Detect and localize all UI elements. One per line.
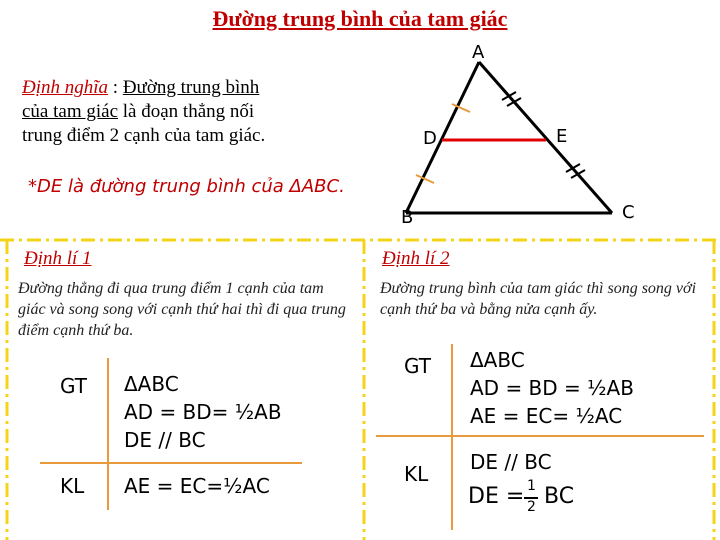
definition-sep: : (108, 77, 123, 98)
example-note: *DE là đường trung bình của ΔABC. (28, 176, 345, 197)
theorem2-text: Đường trung bình của tam giác thì song song với cạnh thứ ba và bằng nửa cạnh ấy. (380, 280, 697, 318)
theorem1-kl-text: AE = EC=½AC (124, 474, 270, 498)
definition-part3: là đoạn thẳng nối (118, 101, 255, 122)
theorem2-gt-line1: ΔABC (470, 348, 525, 372)
vertex-d-label: D (423, 128, 437, 149)
theorem2-gt-line3: AE = EC= ½AC (470, 404, 623, 428)
definition-line3: trung điểm 2 cạnh của tam giác. (22, 125, 266, 146)
theorem2-formula-den: 2 (527, 499, 536, 515)
vertex-c-label: C (622, 202, 635, 223)
theorem2-gt-line2: AD = BD = ½AB (470, 376, 634, 400)
theorem1-gt-line2: AD = BD= ½AB (124, 400, 282, 424)
theorem1-kl-label: KL (60, 474, 85, 498)
definition-label: Định nghĩa (22, 77, 109, 98)
theorem2-gt-label: GT (404, 354, 432, 378)
theorem2-kl-label: KL (404, 462, 429, 486)
theorem2-kl-line1: DE // BC (470, 450, 552, 474)
theorem2-formula-rhs: BC (544, 484, 575, 509)
theorem2-formula-lhs: DE = (468, 484, 525, 509)
page-title: Đường trung bình của tam giác (212, 6, 508, 31)
theorem2-formula-num: 1 (527, 478, 536, 494)
theorem1-gt-line1: ΔABC (124, 372, 179, 396)
theorem1-heading: Định lí 1 (24, 248, 92, 269)
definition-part2: của tam giác (22, 101, 119, 122)
theorem2-heading: Định lí 2 (382, 248, 450, 269)
vertex-b-label: B (401, 207, 414, 228)
vertex-e-label: E (556, 126, 568, 147)
vertex-a-label: A (472, 42, 485, 63)
theorem1-text: Đường thẳng đi qua trung điểm 1 cạnh của tam giác và song song với cạnh thứ hai thì đi qua trung điểm cạnh thứ ba. (18, 280, 346, 339)
theorem1-gt-line3: DE // BC (124, 428, 206, 452)
theorem1-gt-label: GT (60, 374, 88, 398)
definition-part1: Đường trung bình (122, 77, 260, 98)
